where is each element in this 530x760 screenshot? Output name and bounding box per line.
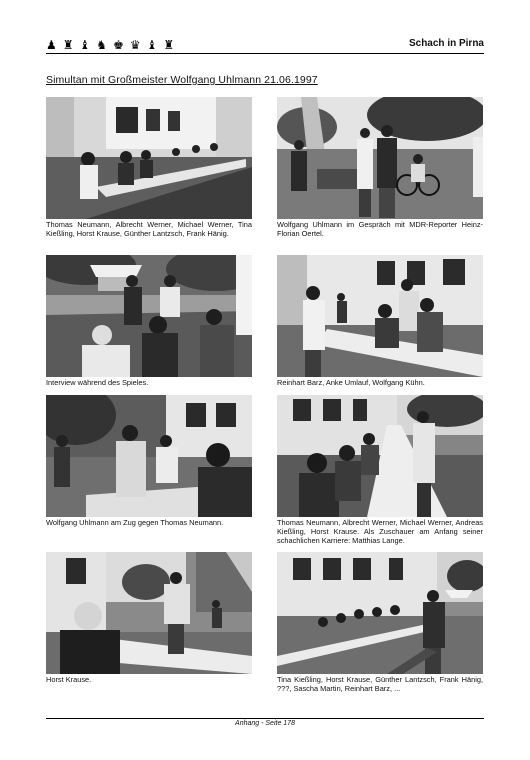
photo-caption: Interview während des Spieles. (46, 378, 149, 387)
photo-simultan-tables (46, 97, 252, 219)
photo-cell-5 (46, 395, 252, 528)
photo-interview-during-game (46, 255, 252, 377)
header-divider (46, 53, 484, 54)
photo-caption: Thomas Neumann, Albrecht Werner, Michael Werner, Tina Kießling, Horst Krause, Günther Lantzsch, Frank Hänig. (46, 220, 252, 238)
knight-icon: ♞ (96, 38, 108, 52)
photo-cell-8 (277, 552, 483, 694)
photo-caption: Tina Kießling, Horst Krause, Günther Lantzsch, Frank Hänig, ???, Sascha Martin, Reinhart Barz, ... (277, 675, 483, 693)
photo-long-table-row (277, 395, 483, 517)
footer-divider (46, 718, 484, 719)
bishop-icon: ♝ (79, 38, 91, 52)
rook-icon: ♜ (62, 38, 74, 52)
bishop-icon: ♝ (146, 38, 158, 52)
photo-caption: Reinhart Barz, Anke Umlauf, Wolfgang Kühn. (277, 378, 425, 387)
photo-caption: Wolfgang Uhlmann am Zug gegen Thomas Neumann. (46, 518, 224, 527)
page-header (46, 33, 484, 53)
chess-pieces-logo (46, 37, 174, 51)
photo-caption: Wolfgang Uhlmann im Gespräch mit MDR-Reporter Heinz-Florian Oertel. (277, 220, 483, 238)
photo-uhlmann-move (46, 395, 252, 517)
section-title: Simultan mit Großmeister Wolfgang Uhlmann 21.06.1997 (46, 74, 318, 86)
queen-icon: ♛ (129, 38, 141, 52)
photo-cell-6 (277, 395, 483, 545)
photo-table-overview (277, 552, 483, 674)
photo-caption: Horst Krause. (46, 675, 92, 684)
photo-interview-reporter (277, 97, 483, 219)
photo-cell-3 (46, 255, 252, 388)
pawn-icon: ♟ (46, 38, 57, 52)
photo-players-boards (277, 255, 483, 377)
photo-cell-2 (277, 97, 483, 239)
page-footer: Anhang - Seite 178 (235, 720, 295, 727)
photo-cell-1 (46, 97, 252, 239)
header-title: Schach in Pirna (408, 38, 484, 49)
photo-cell-7 (46, 552, 252, 685)
photo-cell-4 (277, 255, 483, 388)
rook-icon: ♜ (163, 38, 175, 52)
photo-horst-krause (46, 552, 252, 674)
king-icon: ♚ (113, 38, 124, 52)
photo-caption: Thomas Neumann, Albrecht Werner, Michael Werner, Andreas Kießling, Horst Krause. Als Zuschauer am Anfang seiner schachlichen Karriere: Matthias Lange. (277, 518, 483, 545)
